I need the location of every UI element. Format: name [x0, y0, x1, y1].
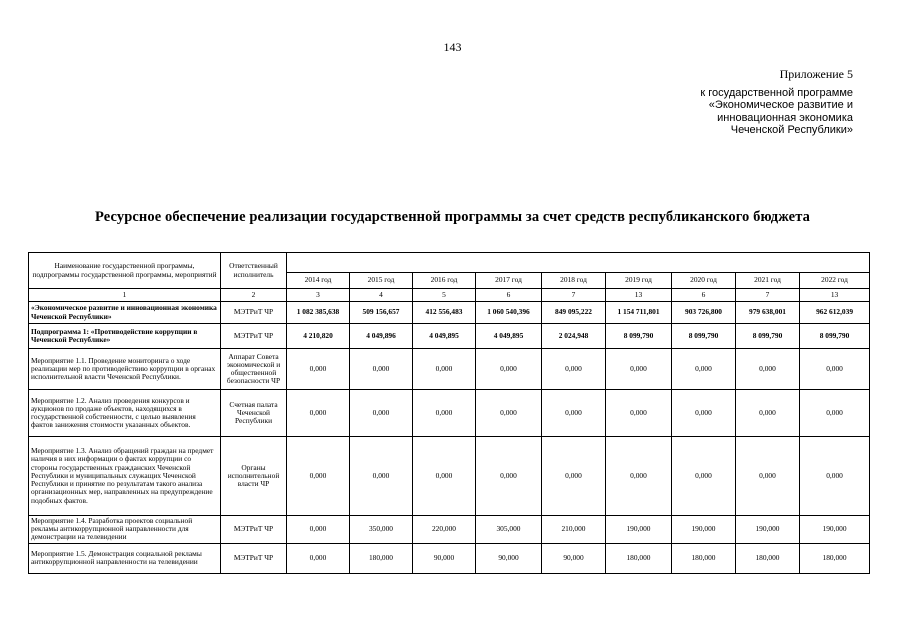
row-value-cell: 8 099,790 [800, 324, 870, 349]
row-value-cell: 0,000 [287, 543, 350, 573]
column-number: 7 [542, 289, 606, 302]
table-row [29, 437, 870, 516]
column-number: 3 [287, 289, 350, 302]
numbering-row [29, 289, 870, 302]
column-number: 6 [476, 289, 542, 302]
row-name-cell: Мероприятие 1.1. Проведение мониторинга о ходе реализации мер по противодействию коррупции в органах исполнительной власти Чеченской Республики. [29, 349, 221, 390]
row-value-cell: 0,000 [800, 390, 870, 437]
appendix-block [700, 68, 853, 137]
row-value-cell: 0,000 [606, 349, 672, 390]
table-row [29, 324, 870, 349]
header-year: 2017 год [476, 273, 542, 289]
row-value-cell: 90,000 [476, 543, 542, 573]
header-year: 2022 год [800, 273, 870, 289]
row-responsible-cell: МЭТРиТ ЧР [221, 543, 287, 573]
column-number: 6 [672, 289, 736, 302]
row-value-cell: 0,000 [287, 390, 350, 437]
row-value-cell: 903 726,800 [672, 302, 736, 324]
row-value-cell: 4 049,895 [413, 324, 476, 349]
row-value-cell: 90,000 [542, 543, 606, 573]
row-name-cell: Мероприятие 1.3. Анализ обращений граждан на предмет наличия в них информации о фактах коррупции со стороны государственных гражданских Чеченской Республики и муниципальных служащих Чеченской Республики и принятие по результатам такого анализа организационных мер, направленных на предупреждение подобных фактов. [29, 437, 221, 516]
document-title: Ресурсное обеспечение реализации государственной программы за счет средств республиканского бюджета [95, 209, 810, 225]
row-value-cell: 0,000 [542, 349, 606, 390]
row-value-cell: 962 612,039 [800, 302, 870, 324]
column-number: 2 [221, 289, 287, 302]
row-value-cell: 979 638,001 [736, 302, 800, 324]
column-number: 5 [413, 289, 476, 302]
row-value-cell: 0,000 [736, 390, 800, 437]
row-value-cell: 1 154 711,801 [606, 302, 672, 324]
appendix-title: Приложение 5 [779, 67, 853, 81]
appendix-line: инновационная экономика [717, 111, 853, 124]
row-value-cell: 0,000 [736, 349, 800, 390]
row-value-cell: 180,000 [800, 543, 870, 573]
row-value-cell: 4 049,895 [476, 324, 542, 349]
row-responsible-cell: МЭТРиТ ЧР [221, 324, 287, 349]
row-value-cell: 0,000 [350, 437, 413, 516]
row-value-cell: 180,000 [736, 543, 800, 573]
column-number: 13 [606, 289, 672, 302]
row-name-cell: Мероприятие 1.4. Разработка проектов социальной рекламы антикоррупционной направленности для демонстрации на телевидении [29, 516, 221, 544]
row-name-cell: Подпрограмма 1: «Противодействие коррупции в Чеченской Республике» [29, 324, 221, 349]
row-value-cell: 90,000 [413, 543, 476, 573]
header-name: Наименование государственной программы, подпрограммы государственной программы, мероприятий [29, 253, 221, 289]
row-value-cell: 190,000 [606, 516, 672, 544]
appendix-line: «Экономическое развитие и [708, 99, 853, 111]
table-row [29, 349, 870, 390]
header-responsible: Ответственный исполнитель [221, 253, 287, 289]
table-row [29, 516, 870, 544]
row-value-cell: 2 024,948 [542, 324, 606, 349]
header-years-group [287, 253, 870, 273]
column-number: 1 [29, 289, 221, 302]
row-value-cell: 0,000 [800, 349, 870, 390]
header-year: 2015 год [350, 273, 413, 289]
row-value-cell: 0,000 [672, 390, 736, 437]
table-row [29, 302, 870, 324]
appendix-line: Чеченской Республики» [730, 124, 853, 136]
row-value-cell: 190,000 [736, 516, 800, 544]
row-value-cell: 0,000 [476, 437, 542, 516]
row-value-cell: 0,000 [350, 349, 413, 390]
row-value-cell: 0,000 [287, 516, 350, 544]
header-year: 2016 год [413, 273, 476, 289]
row-value-cell: 4 210,820 [287, 324, 350, 349]
row-value-cell: 0,000 [287, 437, 350, 516]
row-value-cell: 849 095,222 [542, 302, 606, 324]
row-value-cell: 8 099,790 [672, 324, 736, 349]
row-value-cell: 0,000 [413, 437, 476, 516]
header-year: 2018 год [542, 273, 606, 289]
row-value-cell: 0,000 [606, 390, 672, 437]
row-value-cell: 180,000 [606, 543, 672, 573]
row-name-cell: «Экономическое развитие и инновационная экономика Чеченской Республики» [29, 302, 221, 324]
row-value-cell: 0,000 [542, 390, 606, 437]
row-value-cell: 180,000 [350, 543, 413, 573]
row-value-cell: 1 082 385,638 [287, 302, 350, 324]
column-number: 4 [350, 289, 413, 302]
row-value-cell: 509 156,657 [350, 302, 413, 324]
row-value-cell: 220,000 [413, 516, 476, 544]
table-row [29, 390, 870, 437]
column-number: 13 [800, 289, 870, 302]
appendix-line: к государственной программе [700, 86, 853, 99]
row-name-cell: Мероприятие 1.2. Анализ проведения конкурсов и аукционов по продаже объектов, находящихся в государственной собственности, с целью выявления фактов занижения стоимости указанных объектов. [29, 390, 221, 437]
row-value-cell: 8 099,790 [606, 324, 672, 349]
row-value-cell: 0,000 [350, 390, 413, 437]
row-value-cell: 0,000 [606, 437, 672, 516]
row-value-cell: 0,000 [413, 349, 476, 390]
page-number: 143 [443, 40, 462, 54]
row-value-cell: 0,000 [287, 349, 350, 390]
row-value-cell: 1 060 540,396 [476, 302, 542, 324]
row-value-cell: 190,000 [672, 516, 736, 544]
header-year: 2019 год [606, 273, 672, 289]
row-responsible-cell: МЭТРиТ ЧР [221, 302, 287, 324]
row-value-cell: 0,000 [476, 390, 542, 437]
row-value-cell: 0,000 [542, 437, 606, 516]
row-value-cell: 412 556,483 [413, 302, 476, 324]
row-responsible-cell: Аппарат Совета экономической и общественной безопасности ЧР [221, 349, 287, 390]
row-value-cell: 210,000 [542, 516, 606, 544]
row-value-cell: 180,000 [672, 543, 736, 573]
row-value-cell: 0,000 [672, 349, 736, 390]
row-responsible-cell: Счетная палата Чеченской Республики [221, 390, 287, 437]
row-value-cell: 305,000 [476, 516, 542, 544]
row-value-cell: 0,000 [413, 390, 476, 437]
header-year: 2021 год [736, 273, 800, 289]
column-number: 7 [736, 289, 800, 302]
row-name-cell: Мероприятие 1.5. Демонстрация социальной рекламы антикоррупционной направленности на телевидении [29, 543, 221, 573]
row-value-cell: 0,000 [800, 437, 870, 516]
row-responsible-cell: МЭТРиТ ЧР [221, 516, 287, 544]
row-value-cell: 0,000 [736, 437, 800, 516]
row-value-cell: 0,000 [476, 349, 542, 390]
header-year: 2014 год [287, 273, 350, 289]
row-value-cell: 4 049,896 [350, 324, 413, 349]
row-value-cell: 190,000 [800, 516, 870, 544]
row-value-cell: 8 099,790 [736, 324, 800, 349]
row-value-cell: 0,000 [672, 437, 736, 516]
budget-table [28, 252, 870, 574]
header-year: 2020 год [672, 273, 736, 289]
table-row [29, 543, 870, 573]
row-responsible-cell: Органы исполнительной власти ЧР [221, 437, 287, 516]
row-value-cell: 350,000 [350, 516, 413, 544]
